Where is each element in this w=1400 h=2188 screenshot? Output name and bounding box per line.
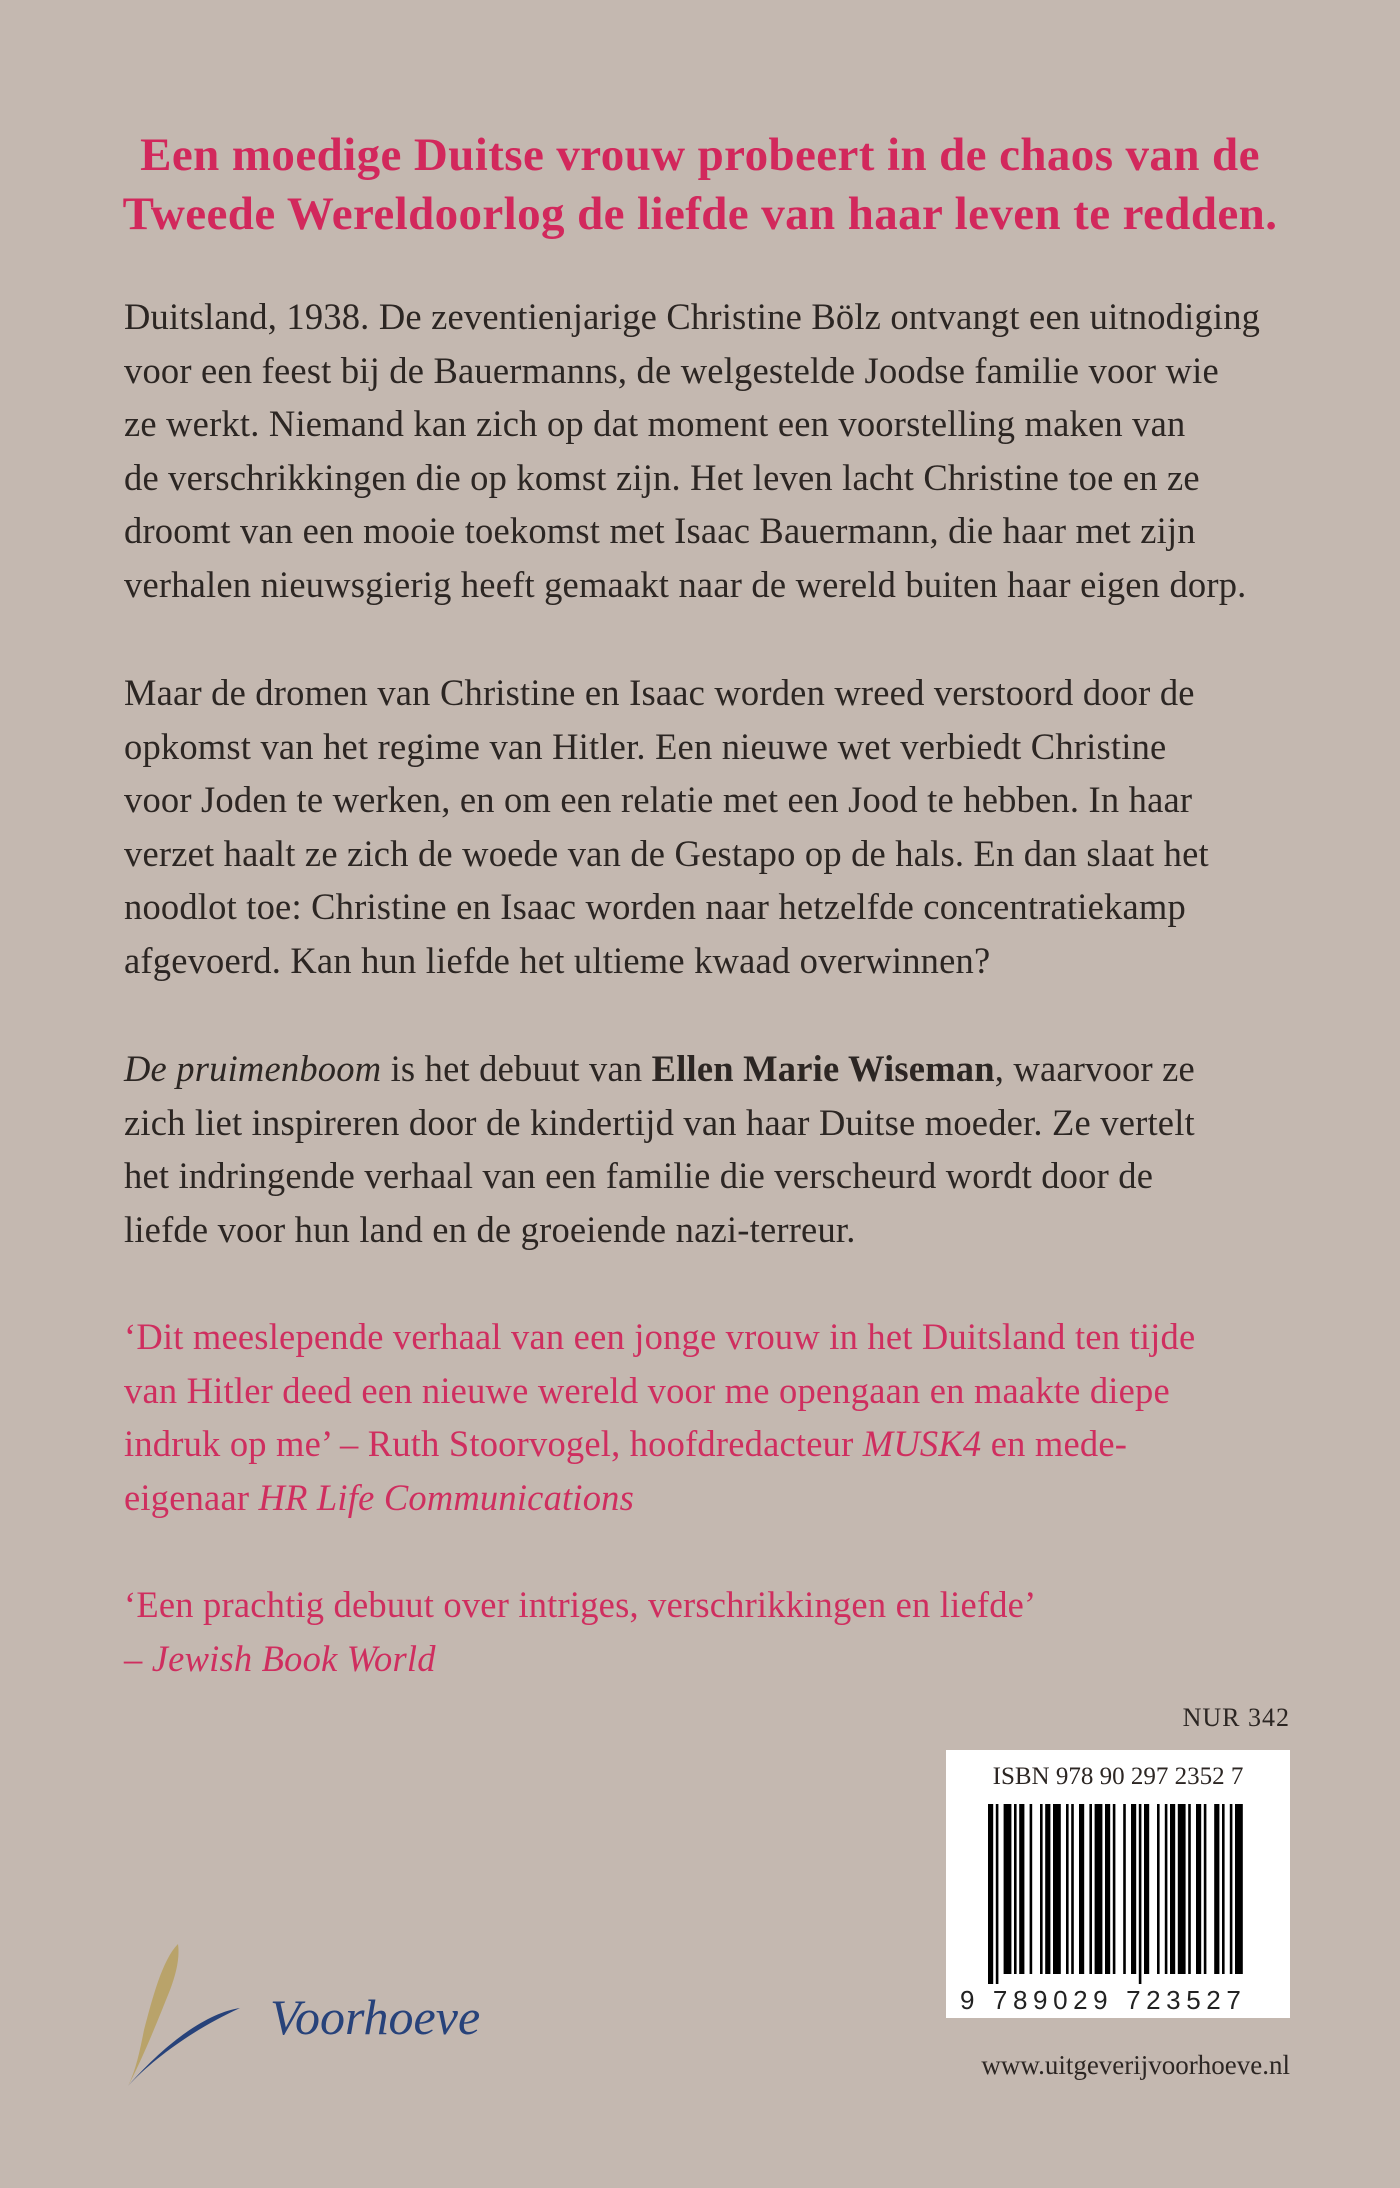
text-fragment: indruk op me’ – Ruth Stoorvogel, hoofdredacteur — [124, 1423, 863, 1464]
publisher-logo-icon — [122, 1940, 252, 2090]
publisher-website[interactable]: www.uitgeverijvoorhoeve.nl — [981, 2050, 1290, 2080]
text-line: zich liet inspireren door de kindertijd van haar Duitse moeder. Ze vertelt — [124, 1101, 1195, 1143]
quote-line: ‘Een prachtig debuut over intriges, verschrikkingen en liefde’ — [124, 1584, 1037, 1625]
text-line: de verschrikkingen die op komst zijn. Het leven lacht Christine toe en ze — [124, 456, 1200, 498]
text-line: droomt van een mooie toekomst met Isaac Bauermann, die haar met zijn — [124, 510, 1196, 551]
quote-line — [124, 1417, 1304, 1471]
quote-line — [124, 1471, 1304, 1525]
synopsis-paragraph-1 — [124, 290, 1304, 611]
tagline-line-2: Tweede Wereldoorlog de liefde van haar leven te redden. — [122, 188, 1278, 240]
nur-code: NUR 342 — [1182, 1703, 1290, 1732]
text-fragment: , waarvoor ze — [994, 1048, 1195, 1089]
quote-line: ‘Dit meeslepende verhaal van een jonge vrouw in het Duitsland ten tijde — [124, 1316, 1196, 1357]
text-line: Duitsland, 1938. De zeventienjarige Christine Bölz ontvangt een uitnodiging — [124, 296, 1261, 337]
tagline-line-1: Een moedige Duitse vrouw probeert in de chaos van de — [140, 129, 1260, 181]
text-line: liefde voor hun land en de groeiende nazi-terreur. — [124, 1208, 856, 1250]
quote-line: van Hitler deed een nieuwe wereld voor me opengaan en maakte diepe — [124, 1369, 1170, 1411]
text-line: het indringende verhaal van een familie die verscheurd wordt door de — [124, 1155, 1154, 1196]
text-line — [124, 1042, 1304, 1096]
barcode-panel — [946, 1750, 1290, 2018]
text-line: Maar de dromen van Christine en Isaac worden wreed verstoord door de — [124, 672, 1195, 713]
text-fragment: en mede- — [981, 1423, 1128, 1464]
text-line: verzet haalt ze zich de woede van de Gestapo op de hals. En dan slaat het — [124, 832, 1209, 874]
author-name: Ellen Marie Wiseman — [651, 1048, 995, 1089]
text-line: noodlot toe: Christine en Isaac worden naar hetzelfde concentratiekamp — [124, 886, 1186, 927]
author-paragraph — [124, 1042, 1304, 1256]
isbn-label: ISBN 978 90 297 2352 7 — [992, 1763, 1244, 1790]
text-line: ze werkt. Niemand kan zich op dat moment een voorstelling maken van — [124, 403, 1186, 444]
text-fragment: is het debuut van — [381, 1048, 652, 1089]
text-line: afgevoerd. Kan hun liefde het ultieme kwaad overwinnen? — [124, 939, 991, 981]
text-fragment: – — [124, 1637, 152, 1679]
book-title: De pruimenboom — [124, 1048, 382, 1089]
magazine-name: MUSK4 — [862, 1423, 982, 1464]
quote-line — [124, 1632, 1304, 1686]
tagline — [100, 126, 1300, 244]
company-name: HR Life Communications — [258, 1476, 635, 1518]
barcode — [988, 1804, 1248, 1984]
review-quote-1 — [124, 1310, 1304, 1524]
text-fragment: eigenaar — [124, 1476, 259, 1518]
quote-source: Jewish Book World — [151, 1637, 436, 1679]
barcode-digits: 9 789029 723527 — [960, 1985, 1247, 2015]
text-line: opkomst van het regime van Hitler. Een nieuwe wet verbiedt Christine — [124, 725, 1167, 767]
text-line: verhalen nieuwsgierig heeft gemaakt naar de wereld buiten haar eigen dorp. — [124, 563, 1247, 605]
text-line: voor een feest bij de Bauermanns, de welgestelde Joodse familie voor wie — [124, 349, 1219, 391]
publisher-name: Voorhoeve — [270, 1989, 481, 2045]
synopsis-paragraph-2 — [124, 666, 1304, 987]
review-quote-2 — [124, 1578, 1304, 1685]
text-line: voor Joden te werken, en om een relatie met een Jood te hebben. In haar — [124, 779, 1193, 820]
